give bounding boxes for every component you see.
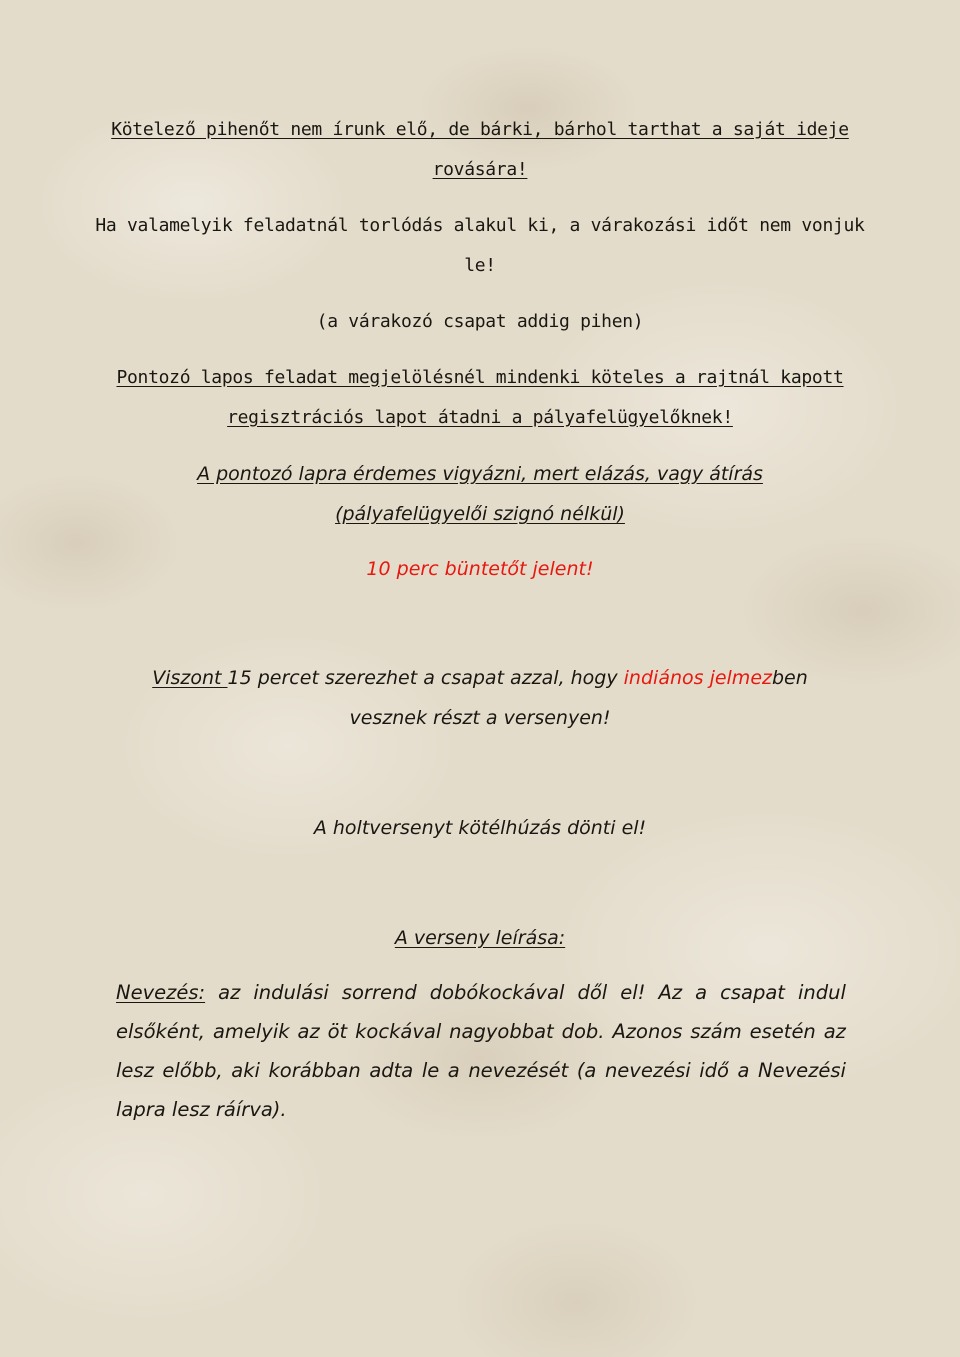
entry-word: az [823,1020,846,1043]
entry-word: Azonos [612,1020,683,1043]
bonus-line-1 [0,666,960,690]
entry-word: korábban [268,1059,361,1082]
tiebreak-text: A holtversenyt kötélhúzás dönti el! [313,817,647,839]
section-heading: A verseny leírása: [394,927,566,949]
entry-word: a [695,981,708,1004]
entry-word: idő [699,1059,729,1082]
rest-rule-line-1: Kötelező pihenőt nem írunk elő, de bárki, bárhol tarthat a saját ideje [111,119,849,140]
entry-line-1 [116,981,846,1005]
entry-word: dob. [561,1020,605,1043]
sheet-care-line-2: (pályafelügyelői szignó nélkül) [335,503,625,525]
entry-word: aki [231,1059,260,1082]
entry-label: Nevezés: [116,981,206,1004]
scoring-sheet-rule-line-1: Pontozó lapos feladat megjelölésnél mindenki köteles a rajtnál kapott [116,367,844,388]
entry-word: elsőként, [116,1020,205,1043]
entry-word: lesz [116,1059,154,1082]
entry-word: nevezését [468,1059,569,1082]
entry-word: nagyobbat [449,1020,554,1043]
entry-line-4-text: lapra lesz ráírva). [116,1098,287,1121]
entry-word: kockával [355,1020,442,1043]
entry-word: csapat [720,981,785,1004]
entry-word: az [297,1020,320,1043]
bonus-line-2: vesznek részt a versenyen! [349,707,611,729]
entry-word: (a [576,1059,597,1082]
entry-word: adta [369,1059,414,1082]
penalty-text: 10 perc büntetőt jelent! [366,558,594,580]
entry-line-3 [116,1059,846,1083]
entry-word: előbb, [162,1059,223,1082]
bonus-highlight: indiános jelmez [623,667,772,689]
entry-word: dobókockával [429,981,565,1004]
queue-rule-line-1: Ha valamelyik feladatnál torlódás alakul ki, a várakozási időt nem vonjuk [95,215,865,236]
entry-line-2 [116,1020,846,1044]
entry-word: le [421,1059,440,1082]
queue-rule-line-2: le! [464,255,496,276]
entry-word: Nevezési [758,1059,846,1082]
entry-word: sorrend [341,981,417,1004]
bonus-lead: Viszont [152,667,228,689]
entry-word: indulási [253,981,329,1004]
entry-line-4 [116,1098,846,1122]
entry-word: amelyik [212,1020,290,1043]
queue-note: (a várakozó csapat addig pihen) [316,311,644,332]
entry-word: az [218,981,241,1004]
entry-word: öt [327,1020,348,1043]
entry-word: nevezési [604,1059,691,1082]
entry-word: esetén [749,1020,816,1043]
bonus-middle: 15 percet szerezhet a csapat azzal, hogy [227,667,624,689]
entry-word: indul [797,981,846,1004]
bonus-tail: ben [771,667,808,689]
entry-word: dől [577,981,608,1004]
entry-word: el! [620,981,646,1004]
scoring-sheet-rule-line-2: regisztrációs lapot átadni a pályafelügyelőknek! [227,407,733,428]
entry-word: a [737,1059,750,1082]
rest-rule-line-2: rovására! [432,159,528,180]
entry-word: szám [690,1020,742,1043]
entry-word: a [447,1059,460,1082]
entry-word: Az [658,981,683,1004]
sheet-care-line-1: A pontozó lapra érdemes vigyázni, mert elázás, vagy átírás [197,463,763,485]
